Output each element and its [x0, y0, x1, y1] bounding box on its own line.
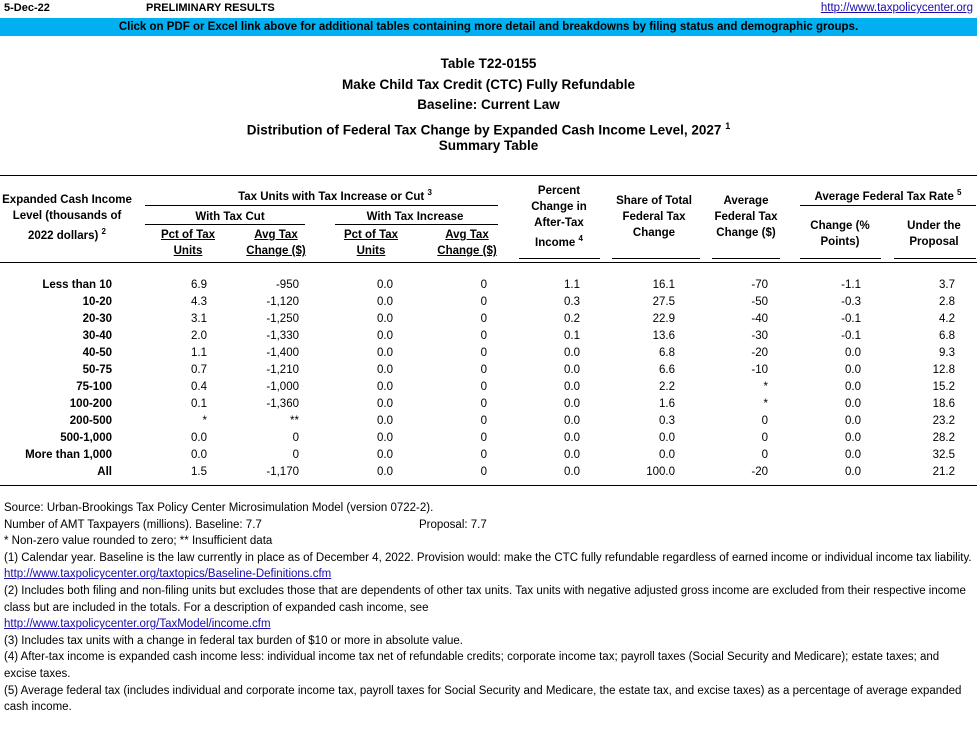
income-level-label: 10-20	[82, 296, 112, 308]
footnote-1: (1) Calendar year. Baseline is the law currently in place as of December 4, 2022. Provision would: make the CTC fully refundable regardless of earned income or individual income tax liability.	[4, 551, 972, 564]
cell-rate: 21.2	[932, 466, 955, 478]
cell-rate-change: 0.0	[845, 364, 861, 376]
cell-cut-avg: 0	[292, 449, 299, 461]
footnote-2: (2) Includes both filing and non-filing units but excludes those that are dependents of other tax units. Tax units with negative adjusted gross income are excluded from their respective income class but are included in the totals. For a description of expanded cash income, see	[4, 584, 966, 614]
header-cut-pct-units: Pct of Tax Units	[160, 229, 216, 257]
cell-share: 2.2	[659, 381, 675, 393]
cell-avg-change: -20	[751, 466, 768, 478]
cell-rate: 9.3	[939, 347, 955, 359]
header-income-level: Expanded Cash Income Level (thousands of 2022 dollars) $^2$	[2, 194, 132, 242]
cell-avg-change: 0	[761, 449, 768, 461]
table-row	[0, 464, 977, 481]
table-row	[0, 362, 977, 379]
cell-after-tax: 0.0	[564, 364, 580, 376]
cell-share: 0.3	[659, 415, 675, 427]
cell-rate: 28.2	[932, 432, 955, 444]
cell-rate: 3.7	[939, 279, 955, 291]
cell-after-tax: 1.1	[564, 279, 580, 291]
cell-inc-avg: 0	[480, 449, 487, 461]
cell-avg-change: -30	[751, 330, 768, 342]
footnote-3: (3) Includes tax units with a change in federal tax burden of $10 or more in absolute value.	[4, 634, 463, 647]
cell-share: 16.1	[652, 279, 675, 291]
income-level-label: 40-50	[82, 347, 112, 359]
cell-avg-change: 0	[761, 415, 768, 427]
cell-inc-pct: 0.0	[377, 313, 393, 325]
cell-share: 22.9	[652, 313, 675, 325]
cell-inc-pct: 0.0	[377, 449, 393, 461]
cell-avg-change: -70	[751, 279, 768, 291]
cell-avg-change: *	[763, 398, 768, 410]
header-under-proposal: Under the Proposal	[907, 220, 961, 248]
cell-inc-avg: 0	[480, 432, 487, 444]
header-cut-avg-change: Avg Tax Change ($)	[246, 229, 306, 257]
cell-after-tax: 0.0	[564, 347, 580, 359]
top-bar	[0, 0, 977, 18]
cell-share: 100.0	[646, 466, 675, 478]
amt-proposal: Proposal: 7.7	[419, 518, 487, 531]
cell-avg-change: -20	[751, 347, 768, 359]
cell-after-tax: 0.1	[564, 330, 580, 342]
cell-share: 6.6	[659, 364, 675, 376]
cell-cut-avg: -1,000	[266, 381, 299, 393]
under-proposal-rule	[894, 258, 976, 259]
with-cut-rule	[145, 224, 305, 225]
header-share-total: Share of Total Federal Tax Change	[616, 195, 692, 239]
table-row	[0, 396, 977, 413]
report-date: 5-Dec-22	[4, 2, 50, 14]
cell-rate-change: 0.0	[845, 415, 861, 427]
status-label: PRELIMINARY RESULTS	[146, 2, 275, 14]
cell-avg-change: *	[763, 381, 768, 393]
table-id: Table T22-0155	[440, 56, 537, 71]
cell-share: 13.6	[652, 330, 675, 342]
header-bottom-rule	[0, 262, 977, 263]
footnote-5: (5) Average federal tax (includes individual and corporate income tax, payroll taxes for Social Security and Medicare, the estate tax, and excise taxes) as a percentage of average expanded cash income.	[4, 684, 962, 714]
cell-inc-pct: 0.0	[377, 381, 393, 393]
summary-title: Summary Table	[438, 138, 539, 154]
table-row	[0, 430, 977, 447]
cell-inc-pct: 0.0	[377, 330, 393, 342]
cell-cut-pct: 0.0	[191, 432, 207, 444]
cell-cut-pct: 3.1	[191, 313, 207, 325]
income-level-label: 20-30	[82, 313, 112, 325]
with-increase-rule	[335, 224, 498, 225]
cell-rate-change: 0.0	[845, 381, 861, 393]
income-level-label: Less than 10	[42, 279, 112, 291]
cell-cut-pct: 4.3	[191, 296, 207, 308]
table-bottom-rule	[0, 485, 977, 486]
cell-avg-change: -50	[751, 296, 768, 308]
source-note: Source: Urban-Brookings Tax Policy Center Microsimulation Model (version 0722-2).	[4, 502, 434, 514]
table-row	[0, 294, 977, 311]
footnote-4: (4) After-tax income is expanded cash income less: individual income tax net of refundable credits; corporate income tax; payroll taxes (Social Security and Medicare); estate taxes; and excise taxes.	[4, 651, 940, 680]
header-inc-pct-units: Pct of Tax Units	[343, 229, 399, 257]
cell-inc-pct: 0.0	[377, 364, 393, 376]
cell-after-tax: 0.0	[564, 415, 580, 427]
income-level-label: 75-100	[76, 381, 112, 393]
header-inc-avg-change: Avg Tax Change ($)	[437, 229, 497, 257]
header-avg-rate-group: Average Federal Tax Rate $^5$	[814, 188, 962, 203]
cell-cut-avg: -950	[275, 279, 299, 291]
tpc-website-link[interactable]: http://www.taxpolicycenter.org	[820, 2, 973, 14]
table-row	[0, 447, 977, 464]
table-row	[0, 277, 977, 294]
income-level-label: 100-200	[69, 398, 112, 410]
cell-cut-pct: 1.1	[191, 347, 207, 359]
header-tax-units-group: Tax Units with Tax Increase or Cut $^3$	[238, 188, 432, 203]
cell-inc-pct: 0.0	[377, 347, 393, 359]
cell-after-tax: 0.0	[564, 398, 580, 410]
income-definition-link[interactable]: http://www.taxpolicycenter.org/TaxModel/income.cfm	[4, 618, 271, 631]
cell-rate-change: 0.0	[845, 432, 861, 444]
income-level-label: 50-75	[82, 364, 112, 376]
cell-cut-avg: -1,400	[266, 347, 299, 359]
cell-rate: 23.2	[932, 415, 955, 427]
cell-cut-pct: 6.9	[191, 279, 207, 291]
baseline-title: Baseline: Current Law	[417, 97, 560, 113]
cell-inc-avg: 0	[480, 364, 487, 376]
table-row	[0, 379, 977, 396]
header-with-tax-increase: With Tax Increase	[366, 211, 464, 223]
table-row	[0, 311, 977, 328]
cell-inc-avg: 0	[480, 415, 487, 427]
income-level-label: 30-40	[82, 330, 112, 342]
cell-rate-change: 0.0	[845, 347, 861, 359]
tax-units-group-rule	[145, 205, 498, 206]
cell-inc-pct: 0.0	[377, 432, 393, 444]
cell-rate-change: -0.3	[841, 296, 861, 308]
cell-inc-avg: 0	[480, 381, 487, 393]
cell-cut-pct: 2.0	[191, 330, 207, 342]
income-level-label: All	[97, 466, 112, 478]
avg-change-rule	[712, 258, 780, 259]
cell-cut-avg: -1,120	[266, 296, 299, 308]
cell-rate: 15.2	[932, 381, 955, 393]
rate-change-rule	[800, 258, 881, 259]
cell-inc-avg: 0	[480, 330, 487, 342]
table-titles	[0, 54, 977, 157]
cell-inc-avg: 0	[480, 466, 487, 478]
cell-rate-change: -0.1	[841, 313, 861, 325]
cell-cut-pct: 0.4	[191, 381, 207, 393]
cell-share: 27.5	[652, 296, 675, 308]
cell-rate-change: -0.1	[841, 330, 861, 342]
income-level-label: 200-500	[69, 415, 112, 427]
cell-inc-pct: 0.0	[377, 398, 393, 410]
cell-inc-pct: 0.0	[377, 415, 393, 427]
header-rate-change: Change (% Points)	[810, 220, 870, 248]
cell-share: 0.0	[659, 449, 675, 461]
cell-after-tax: 0.2	[564, 313, 580, 325]
cell-avg-change: -10	[751, 364, 768, 376]
header-pct-after-tax: Percent Change in After-Tax Income $^4$	[531, 185, 587, 249]
cell-avg-change: 0	[761, 432, 768, 444]
cell-inc-pct: 0.0	[377, 296, 393, 308]
cell-rate-change: 0.0	[845, 449, 861, 461]
after-tax-rule	[519, 258, 600, 259]
cell-after-tax: 0.0	[564, 381, 580, 393]
distribution-title: Distribution of Federal Tax Change by Expanded Cash Income Level, 2027 $^1$	[246, 120, 731, 138]
cell-cut-pct: 0.0	[191, 449, 207, 461]
symbols-note: * Non-zero value rounded to zero; ** Insufficient data	[4, 535, 273, 548]
cell-inc-avg: 0	[480, 296, 487, 308]
cell-inc-pct: 0.0	[377, 279, 393, 291]
cell-cut-avg: -1,250	[266, 313, 299, 325]
cell-share: 1.6	[659, 398, 675, 410]
table-row	[0, 328, 977, 345]
proposal-title: Make Child Tax Credit (CTC) Fully Refundable	[341, 76, 636, 92]
cell-rate: 12.8	[932, 364, 955, 376]
header-avg-federal-change: Average Federal Tax Change ($)	[714, 195, 778, 239]
info-banner: Click on PDF or Excel link above for additional tables containing more detail and breakdowns by filing status and demographic groups.	[0, 18, 977, 36]
income-level-label: More than 1,000	[25, 449, 112, 461]
cell-rate: 32.5	[932, 449, 955, 461]
cell-after-tax: 0.3	[564, 296, 580, 308]
cell-cut-avg: -1,170	[266, 466, 299, 478]
avg-rate-group-rule	[800, 205, 976, 206]
cell-inc-avg: 0	[480, 347, 487, 359]
income-level-label: 500-1,000	[60, 432, 112, 444]
baseline-definitions-link[interactable]: http://www.taxpolicycenter.org/taxtopics/Baseline-Definitions.cfm	[4, 568, 332, 581]
cell-inc-pct: 0.0	[377, 466, 393, 478]
cell-avg-change: -40	[751, 313, 768, 325]
cell-share: 0.0	[659, 432, 675, 444]
amt-taxpayers-line	[4, 517, 974, 534]
cell-cut-avg: 0	[292, 432, 299, 444]
footnotes	[4, 500, 974, 716]
cell-cut-avg: -1,330	[266, 330, 299, 342]
cell-inc-avg: 0	[480, 398, 487, 410]
cell-cut-avg: **	[290, 415, 299, 427]
cell-rate: 18.6	[932, 398, 955, 410]
header-with-tax-cut: With Tax Cut	[195, 211, 265, 223]
cell-after-tax: 0.0	[564, 449, 580, 461]
cell-inc-avg: 0	[480, 313, 487, 325]
table-row	[0, 345, 977, 362]
amt-baseline: Number of AMT Taxpayers (millions). Baseline: 7.7	[4, 518, 262, 531]
cell-rate-change: 0.0	[845, 398, 861, 410]
share-rule	[612, 258, 700, 259]
cell-after-tax: 0.0	[564, 432, 580, 444]
data-table-body	[0, 277, 977, 481]
cell-rate: 4.2	[939, 313, 955, 325]
header-top-rule	[0, 175, 977, 176]
cell-rate: 2.8	[939, 296, 955, 308]
cell-inc-avg: 0	[480, 279, 487, 291]
cell-share: 6.8	[659, 347, 675, 359]
cell-cut-avg: -1,360	[266, 398, 299, 410]
cell-rate-change: 0.0	[845, 466, 861, 478]
cell-cut-pct: *	[202, 415, 207, 427]
cell-cut-avg: -1,210	[266, 364, 299, 376]
cell-after-tax: 0.0	[564, 466, 580, 478]
table-row	[0, 413, 977, 430]
cell-cut-pct: 0.1	[191, 398, 207, 410]
cell-cut-pct: 1.5	[191, 466, 207, 478]
cell-rate-change: -1.1	[841, 279, 861, 291]
cell-rate: 6.8	[939, 330, 955, 342]
cell-cut-pct: 0.7	[191, 364, 207, 376]
